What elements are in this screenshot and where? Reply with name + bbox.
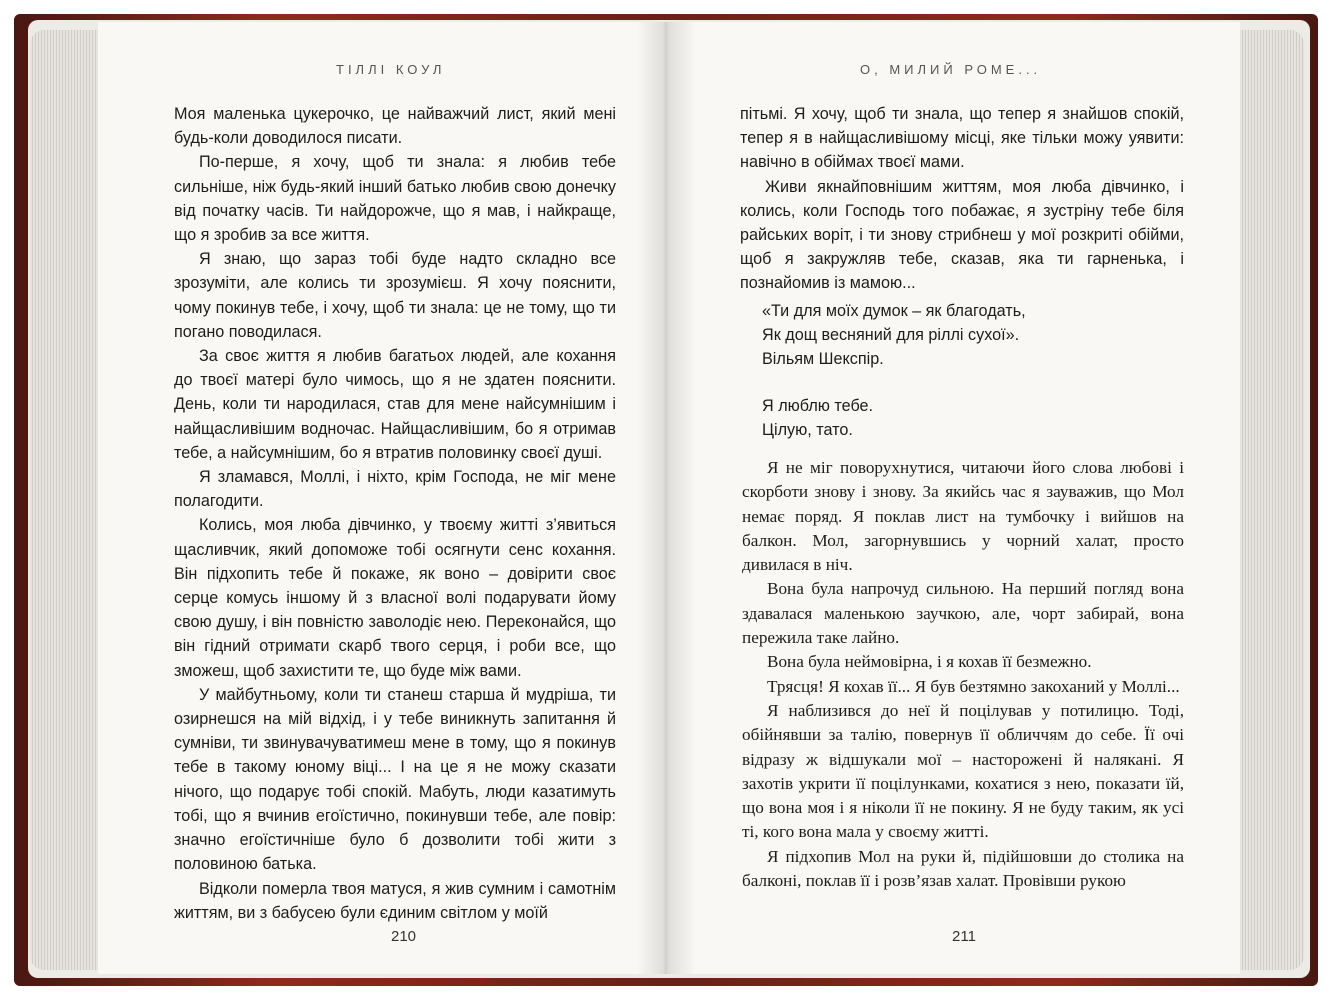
paragraph: пітьмі. Я хочу, щоб ти знала, що тепер я знайшов спокій, тепер я в найщасливішому місці, яке тільки можу уявити: навічно в обіймах твоєї мами. bbox=[740, 105, 1184, 172]
signoff-line: Я люблю тебе. bbox=[762, 397, 874, 415]
left-running-header: ТІЛЛІ КОУЛ bbox=[336, 62, 446, 77]
left-page-edges bbox=[30, 30, 100, 970]
shakespeare-quote bbox=[762, 299, 1182, 372]
paragraph: Вона була неймовірна, і я кохав її безмежно. bbox=[767, 652, 1092, 672]
book-gutter bbox=[636, 22, 696, 974]
left-page-number: 210 bbox=[391, 928, 417, 945]
verse-attribution: Вільям Шекспір. bbox=[762, 350, 884, 369]
letter-signoff bbox=[762, 394, 1182, 442]
paragraph: Я підхопив Мол на руки й, підійшовши до столика на балконі, поклав її і розв’язав халат. Провівши рукою bbox=[742, 846, 1184, 891]
paragraph: Я не міг поворухнутися, читаючи його слова любові і скорботи знову і знову. За якийсь час я зауважив, що Мол немає поряд. Я поклав лист на тумбочку і вийшов на балкон. Мол, загорнувшись у чорний халат, просто дивилася в ніч. bbox=[742, 458, 1184, 575]
signoff-line: Цілую, тато. bbox=[762, 421, 853, 440]
right-page-letter-text bbox=[740, 102, 1184, 296]
paragraph: Живи якнайповнішим життям, моя люба дівчинко, і колись, коли Господь того побажає, я зустріну тебе біля райських воріт, і ти знову стрибнеш у мої розкриті обійми, щоб я закружляв тебе, сказав, яка ти гарненька, і познайомив із мамою... bbox=[740, 177, 1184, 293]
paragraph: По-перше, я хочу, щоб ти знала: я любив тебе сильніше, ніж будь-який інший батько любив свою донечку від початку часів. Ти найдорожче, що я мав, і найкраще, що я зробив за все життя. bbox=[174, 153, 616, 245]
paragraph: Колись, моя люба дівчинко, у твоєму житті з’явиться щасливчик, який допоможе тобі осягнути сенс кохання. Він підхопить тебе й покаже, як воно – довірити своє серце комусь іншому й з власної волі подарувати йому свою душу, і він повністю заволодіє нею. Переконайся, що він гідний отримати скарб твого серця, і роби все, що зможеш, щоб захистити те, що буде між вами. bbox=[174, 516, 616, 680]
paragraph: Я знаю, що зараз тобі буде надто складно все зрозуміти, але колись ти зрозумієш. Я хочу пояснити, чому покинув тебе, і хочу, щоб ти знала: це не тому, що ти погано поводилася. bbox=[174, 250, 616, 341]
left-page-text bbox=[174, 102, 616, 925]
right-page-edges bbox=[1234, 30, 1304, 970]
paragraph: Я наблизився до неї й поцілував у потилицю. Тоді, обійнявши за талію, повернув її обличчям до себе. Її очі відразу ж відшукали мої – насторожені й налякані. Я захотів укрити її поцілунками, кохатися з нею, показати їй, що вона моя і я ніколи її не покину. Я не буду таким, як усі ті, кого вона мала у своєму житті. bbox=[742, 700, 1184, 842]
right-page-narrative bbox=[742, 456, 1184, 893]
paragraph: Вона була напрочуд сильною. На перший погляд вона здавалася маленькою заучкою, але, чорт забирай, вона пережила таке лайно. bbox=[742, 579, 1184, 648]
right-running-header: О, МИЛИЙ РОМЕ... bbox=[860, 62, 1042, 77]
verse-line: Як дощ весняний для ріллі сухої». bbox=[762, 326, 1020, 345]
paragraph: У майбутньому, коли ти станеш старша й мудріша, ти озирнешся на мій відхід, і у тебе виникнуть запитання й сумніви, ти звинувачуватимеш мене в тому, що я покинув тебе в такому юному віці... І на це я не можу сказати нічого, що подарує тобі спокій. Мабуть, люди казатимуть тобі, що я вчинив егоїстично, покинувши тебе, але повір: значно егоїстичніше було б дозволити тобі жити з половиною батька. bbox=[174, 685, 616, 874]
right-page-number: 211 bbox=[952, 928, 976, 945]
paragraph: Я зламався, Моллі, і ніхто, крім Господа, не міг мене полагодити. bbox=[174, 468, 616, 511]
verse-line: «Ти для моїх думок – як благодать, bbox=[762, 302, 1026, 320]
paragraph: За своє життя я любив багатьох людей, але кохання до твоєї матері було чимось, що я не здатен пояснити. День, коли ти народилася, став для мене найсумнішим і найщасливішим водночас. Найщасливішим, бо я отримав тебе, а найсумнішим, бо я втратив половинку своєї душі. bbox=[174, 347, 616, 462]
paragraph: Моя маленька цукерочко, це найважчий лист, який мені будь-коли доводилося писати. bbox=[174, 105, 616, 148]
paragraph: Відколи померла твоя матуся, я жив сумним і самотнім життям, ви з бабусею були єдиним світлом у моїй bbox=[174, 879, 616, 922]
paragraph: Трясця! Я кохав її... Я був безтямно закоханий у Моллі... bbox=[767, 676, 1180, 696]
